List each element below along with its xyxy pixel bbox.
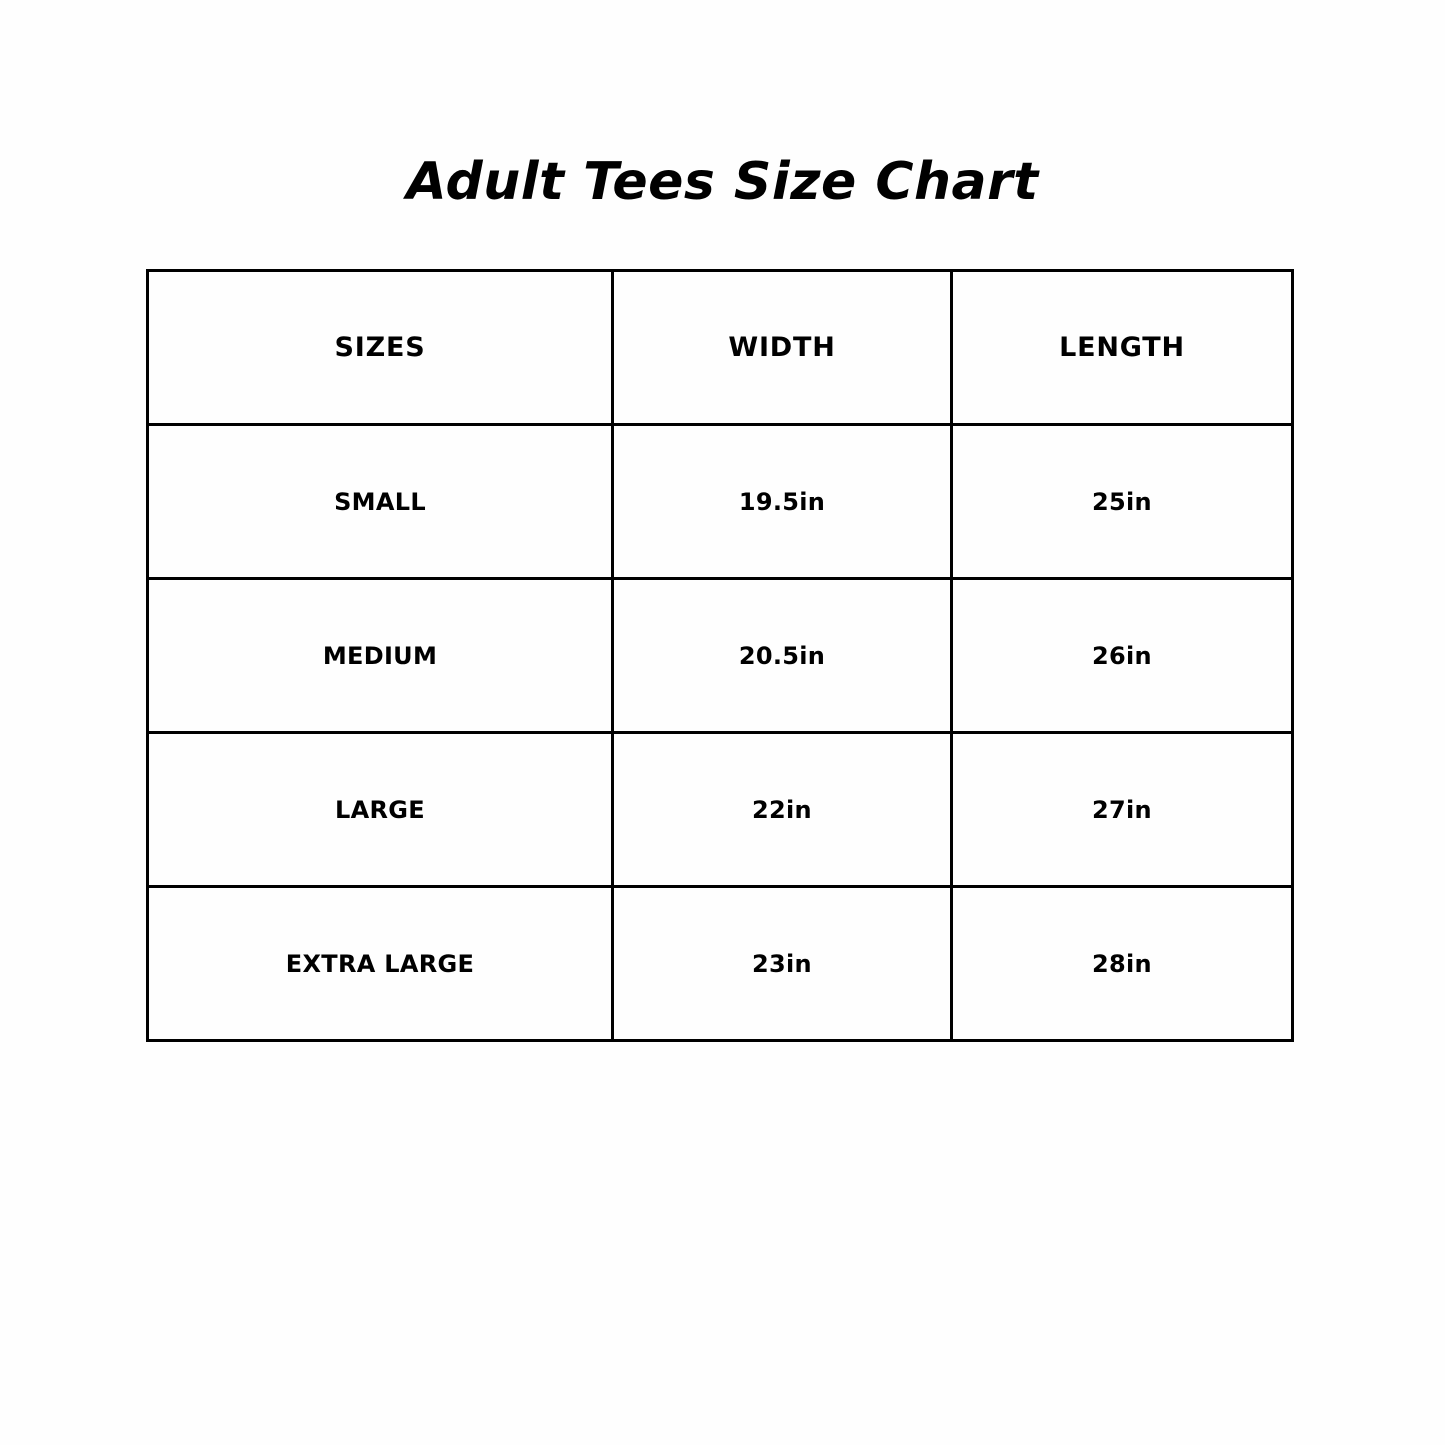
table-row (148, 579, 1293, 733)
length-cell: 26in (952, 579, 1293, 733)
page-title: Adult Tees Size Chart (406, 151, 1039, 212)
length-cell: 28in (952, 887, 1293, 1041)
table-row (148, 733, 1293, 887)
size-chart-table (146, 269, 1294, 1042)
width-cell: 19.5in (613, 425, 952, 579)
header-length: LENGTH (952, 271, 1293, 425)
table-row (148, 887, 1293, 1041)
width-cell: 20.5in (613, 579, 952, 733)
table-header-row (148, 271, 1293, 425)
length-cell: 25in (952, 425, 1293, 579)
table-row (148, 425, 1293, 579)
size-cell: EXTRA LARGE (148, 887, 613, 1041)
width-cell: 22in (613, 733, 952, 887)
size-cell: LARGE (148, 733, 613, 887)
header-sizes: SIZES (148, 271, 613, 425)
size-cell: MEDIUM (148, 579, 613, 733)
size-cell: SMALL (148, 425, 613, 579)
header-width: WIDTH (613, 271, 952, 425)
width-cell: 23in (613, 887, 952, 1041)
length-cell: 27in (952, 733, 1293, 887)
